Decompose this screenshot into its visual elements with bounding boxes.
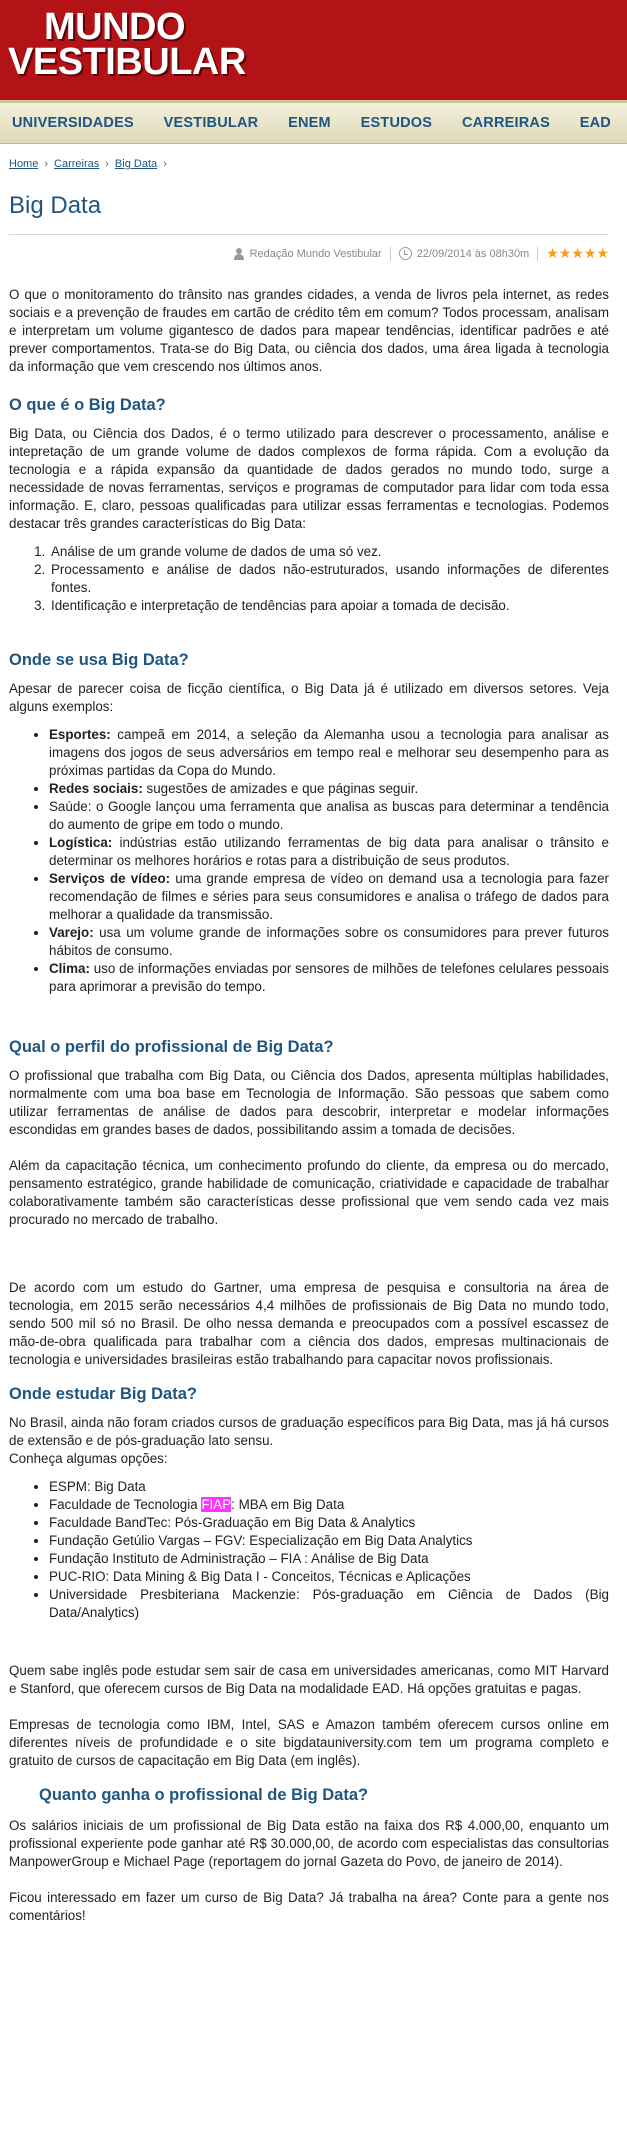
list-item: 2. Processamento e análise de dados não-estruturados, usando informações de diferentes fontes. (49, 561, 609, 597)
list-item: 3. Identificação e interpretação de tendências para apoiar a tomada de decisão. (49, 597, 609, 615)
item-label: Esportes: (49, 727, 111, 742)
list-item (49, 780, 609, 798)
item-text: Saúde: o Google lançou uma ferramenta que analisa as buscas para determinar a tendência do aumento de gripe em todo o mundo. (49, 799, 609, 832)
list-item (49, 834, 609, 870)
paragraph: De acordo com um estudo do Gartner, uma empresa de pesquisa e consultoria na área de tecnologia, em 2015 serão necessários 4,4 milhões de profissionais de Big Data no mundo todo, sendo 500 mil só no Brasil. De olho nessa demanda e preocupados com a possível escassez de mão-de-obra qualificada para trabalhar com a ciência dos dados, empresas multinacionais de tecnologia e universidades brasileiras estão trabalhando para capacitar novos profissionais. (9, 1280, 609, 1367)
section-heading-salary: Quanto ganha o profissional de Big Data? (39, 1786, 369, 1804)
logo-line-2: VESTIBULAR (8, 40, 246, 83)
paragraph: Além da capacitação técnica, um conhecimento profundo do cliente, da empresa ou do mercado, pensamento estratégico, grande habilidade de comunicação, criatividade e capacidade de trabalhar colaborativamente também são características desse profissional que vem sendo cada vez mais procurado no mercado de trabalho. (9, 1158, 609, 1227)
breadcrumb-home[interactable]: Home (9, 158, 39, 170)
list-item (49, 1496, 609, 1514)
nav-vestibular[interactable]: VESTIBULAR (163, 115, 259, 131)
section-heading-what: O que é o Big Data? (9, 396, 166, 414)
uses-list (9, 726, 609, 996)
paragraph: Conheça algumas opções: (9, 1451, 168, 1466)
list-item (49, 924, 609, 960)
site-logo[interactable] (8, 6, 246, 83)
list-item: • ESPM: Big Data (49, 1478, 609, 1496)
characteristics-list (9, 543, 609, 615)
item-text: Faculdade de Tecnologia (49, 1497, 202, 1512)
user-icon (233, 248, 245, 260)
paragraph: Quem sabe inglês pode estudar sem sair de casa em universidades americanas, como MIT Harvard e Stanford, que oferecem cursos de Big Data na modalidade EAD. Há opções gratuitas e pagas. (9, 1663, 609, 1696)
item-label: Clima: (49, 961, 90, 976)
chevron-right-icon: › (163, 158, 167, 170)
list-item: • Universidade Presbiteriana Mackenzie: Pós-graduação em Ciência de Dados (Big Data/Analytics) (49, 1586, 609, 1622)
item-label: Logística: (49, 835, 113, 850)
rating-stars[interactable]: ★★★★★ (546, 245, 609, 261)
paragraph: No Brasil, ainda não foram criados cursos de graduação específicos para Big Data, mas já há cursos de extensão e de pós-graduação lato sensu. (9, 1415, 609, 1448)
list-item: 1. Análise de um grande volume de dados de uma só vez. (49, 543, 609, 561)
chevron-right-icon: › (105, 158, 109, 170)
main-nav (0, 100, 627, 144)
divider (390, 247, 391, 261)
chevron-right-icon: › (44, 158, 49, 170)
nav-universidades[interactable]: UNIVERSIDADES (12, 115, 134, 131)
paragraph: O profissional que trabalha com Big Data, ou Ciência dos Dados, apresenta múltiplas habilidades, normalmente com uma boa base em Tecnologia de Informação. São pessoas que sabem como utilizar ferramentas de análise de dados para descobrir, interpretar e modelar informações escondidas em grandes bases de dados, possibilitando assim a tomada de decisões. (9, 1068, 609, 1137)
article-meta (9, 245, 609, 262)
item-label: Redes sociais: (49, 781, 143, 796)
nav-ead[interactable]: EAD (579, 115, 611, 131)
nav-carreiras[interactable]: CARREIRAS (461, 115, 550, 131)
intro-paragraph: O que o monitoramento do trânsito nas grandes cidades, a venda de livros pela internet, as redes sociais e a prevenção de fraudes em cartão de crédito têm em comum? Todos processam, analisam e interpretam um volume gigantesco de dados para mapear tendências, identificar padrões e até prever comportamentos. Trata-se do Big Data, ou ciência dos dados, uma área ligada à tecnologia da informação que vem crescendo nos últimos anos. (9, 287, 609, 374)
list-item: • PUC-RIO: Data Mining & Big Data I - Conceitos, Técnicas e Aplicações (49, 1568, 609, 1586)
article (0, 158, 627, 1925)
item-text: uma grande empresa de vídeo on demand usa a tecnologia para fazer recomendação de filmes e séries para seus consumidores e analisa o tráfego de dados para melhorar a qualidade da transmissão. (49, 871, 609, 922)
paragraph: Big Data, ou Ciência dos Dados, é o termo utilizado para descrever o processamento, análise e intepretação de um grande volume de dados complexos de forma rápida. Com a evolução da tecnologia e a rápida expansão da quantidade de dados gerados no mundo todo, surge a necessidade de novas ferramentas, serviços e programas de computador para lidar com toda essa informação. E, claro, pessoas qualificadas para utilizar essas ferramentas e tecnologias. Podemos destacar três grandes características do Big Data: (9, 426, 609, 531)
logo-line-1: MUNDO (44, 6, 186, 48)
item-text: usa um volume grande de informações sobre os consumidores para prever futuros hábitos de consumo. (49, 925, 609, 958)
item-text: campeã em 2014, a seleção da Alemanha usou a tecnologia para analisar as imagens dos jogos de seus adversários em tempo real e melhorar seu desempenho para as próximas partidas da Copa do Mundo. (49, 727, 609, 778)
page-title: Big Data (9, 192, 609, 235)
item-text: sugestões de amizades e que páginas seguir. (142, 781, 419, 796)
publish-date: 22/09/2014 às 08h30m (416, 247, 530, 260)
clock-icon (399, 247, 412, 260)
list-item (49, 870, 609, 924)
section-heading-where-study: Onde estudar Big Data? (9, 1385, 197, 1403)
breadcrumb-big-data[interactable]: Big Data (114, 158, 158, 170)
item-text: uso de informações enviadas por sensores de milhões de telefones celulares pessoais para aprimorar a previsão do tempo. (49, 961, 609, 994)
author: Redação Mundo Vestibular (249, 247, 382, 260)
list-item: • Faculdade BandTec: Pós-Graduação em Big Data & Analytics (49, 1514, 609, 1532)
list-item (49, 726, 609, 780)
list-item (49, 960, 609, 996)
breadcrumb-carreiras[interactable]: Carreiras (54, 158, 100, 170)
paragraph: Apesar de parecer coisa de ficção científica, o Big Data já é utilizado em diversos setores. Veja alguns exemplos: (9, 681, 609, 714)
divider (537, 247, 538, 261)
nav-estudos[interactable]: ESTUDOS (360, 115, 433, 131)
item-label: Varejo: (49, 925, 94, 940)
paragraph: Empresas de tecnologia como IBM, Intel, SAS e Amazon também oferecem cursos online em diferentes níveis de profundidade e o site bigdatauniversity.com tem um programa completo e gratuito de cursos de capacitação em Big Data (em inglês). (9, 1717, 609, 1768)
courses-list (9, 1478, 609, 1622)
list-item: • Fundação Instituto de Administração – FIA : Análise de Big Data (49, 1550, 609, 1568)
breadcrumb (9, 158, 609, 170)
highlighted-text: FIAP (201, 1497, 232, 1512)
section-heading-profile: Qual o perfil do profissional de Big Data? (9, 1038, 334, 1056)
nav-enem[interactable]: ENEM (288, 115, 331, 131)
section-heading-where-used: Onde se usa Big Data? (9, 651, 189, 669)
item-label: Serviços de vídeo: (49, 871, 171, 886)
item-text: : MBA em Big Data (231, 1497, 345, 1512)
paragraph: Ficou interessado em fazer um curso de Big Data? Já trabalha na área? Conte para a gente nos comentários! (9, 1890, 609, 1923)
list-item (49, 798, 609, 834)
site-header (0, 0, 627, 100)
list-item: • Fundação Getúlio Vargas – FGV: Especialização em Big Data Analytics (49, 1532, 609, 1550)
paragraph: Os salários iniciais de um profissional de Big Data estão na faixa dos R$ 4.000,00, enquanto um profissional experiente pode ganhar até R$ 30.000,00, de acordo com especialistas das consultorias ManpowerGroup e Michael Page (reportagem do jornal Gazeta do Povo, de janeiro de 2014). (9, 1818, 609, 1869)
item-text: indústrias estão utilizando ferramentas de big data para analisar o trânsito e determinar os melhores horários e rotas para a distribuição de seus produtos. (49, 835, 609, 868)
